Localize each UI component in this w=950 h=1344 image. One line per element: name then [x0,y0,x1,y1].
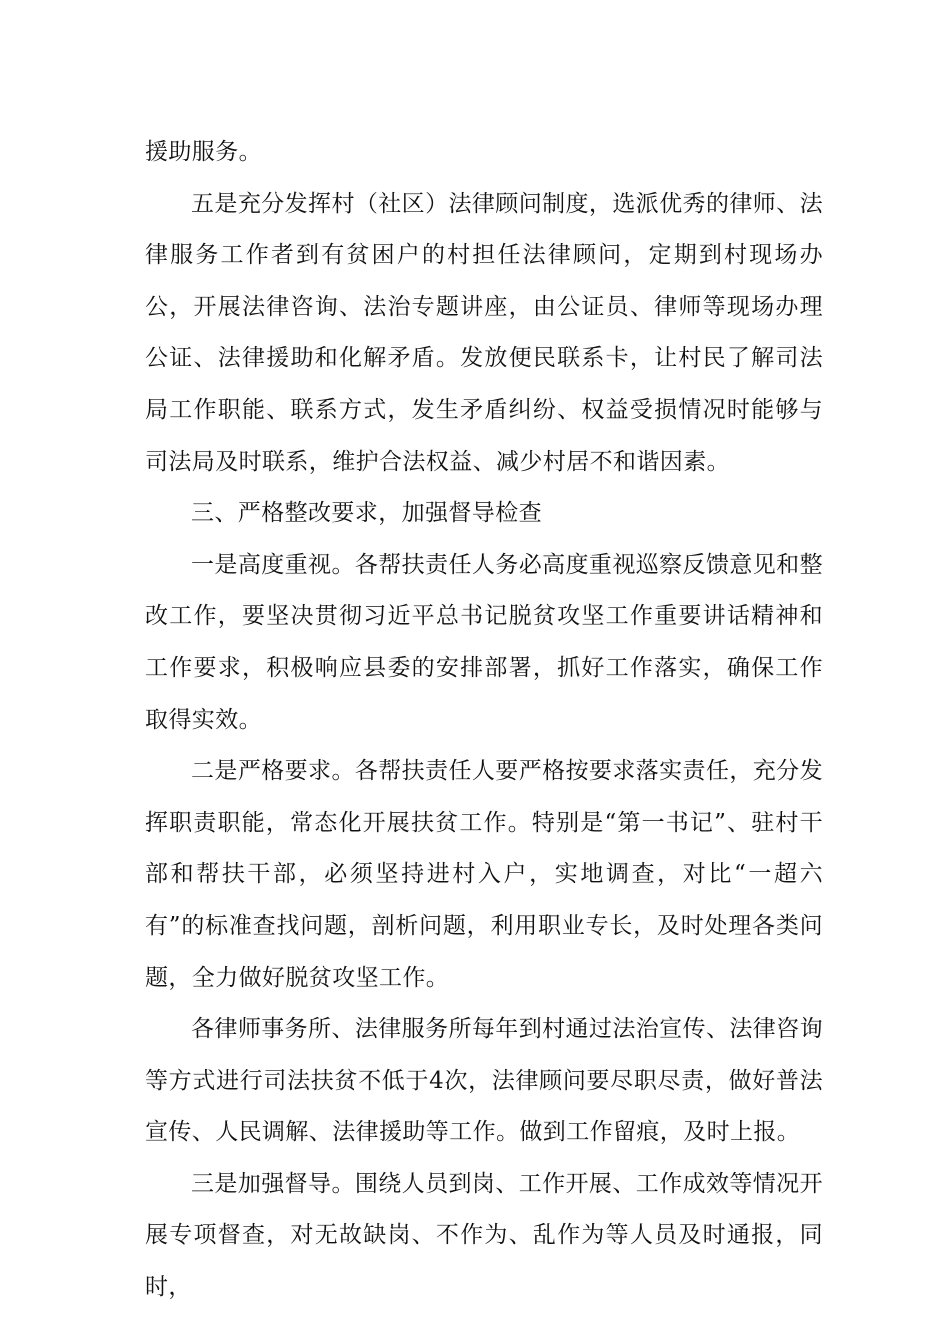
paragraph-5: 各律师事务所、法律服务所每年到村通过法治宣传、法律咨询等方式进行司法扶贫不低于4次，法律顾问要尽职尽责，做好普法宣传、人民调解、法律援助等工作。做到工作留痕，及时上报。 [145,1016,823,1146]
section-heading: 三、严格整改要求，加强督导检查 [191,500,542,527]
document-body [145,127,823,1314]
paragraph-1: 援助服务。 [145,139,262,165]
paragraph-6: 三是加强督导。围绕人员到岗、工作开展、工作成效等情况开展专项督查，对无故缺岗、不作为、乱作为等人员及时通报，同时， [145,1170,823,1301]
paragraph-4: 二是严格要求。各帮扶责任人要严格按要求落实责任，充分发挥职责职能，常态化开展扶贫工作。特别是“第一书记”、驻村干部和帮扶干部，必须坚持进村入户，实地调查，对比“一超六有”的标准查找问题，剖析问题，利用职业专长，及时处理各类问题，全力做好脱贫攻坚工作。 [145,758,823,991]
paragraph-2: 五是充分发挥村（社区）法律顾问制度，选派优秀的律师、法律服务工作者到有贫困户的村担任法律顾问，定期到村现场办公，开展法律咨询、法治专题讲座，由公证员、律师等现场办理公证、法律援助和化解矛盾。发放便民联系卡，让村民了解司法局工作职能、联系方式，发生矛盾纠纷、权益受损情况时能够与司法局及时联系，维护合法权益、减少村居不和谐因素。 [145,190,823,475]
paragraph-3: 一是高度重视。各帮扶责任人务必高度重视巡察反馈意见和整改工作，要坚决贯彻习近平总书记脱贫攻坚工作重要讲话精神和工作要求，积极响应县委的安排部署，抓好工作落实，确保工作取得实效。 [145,551,823,733]
